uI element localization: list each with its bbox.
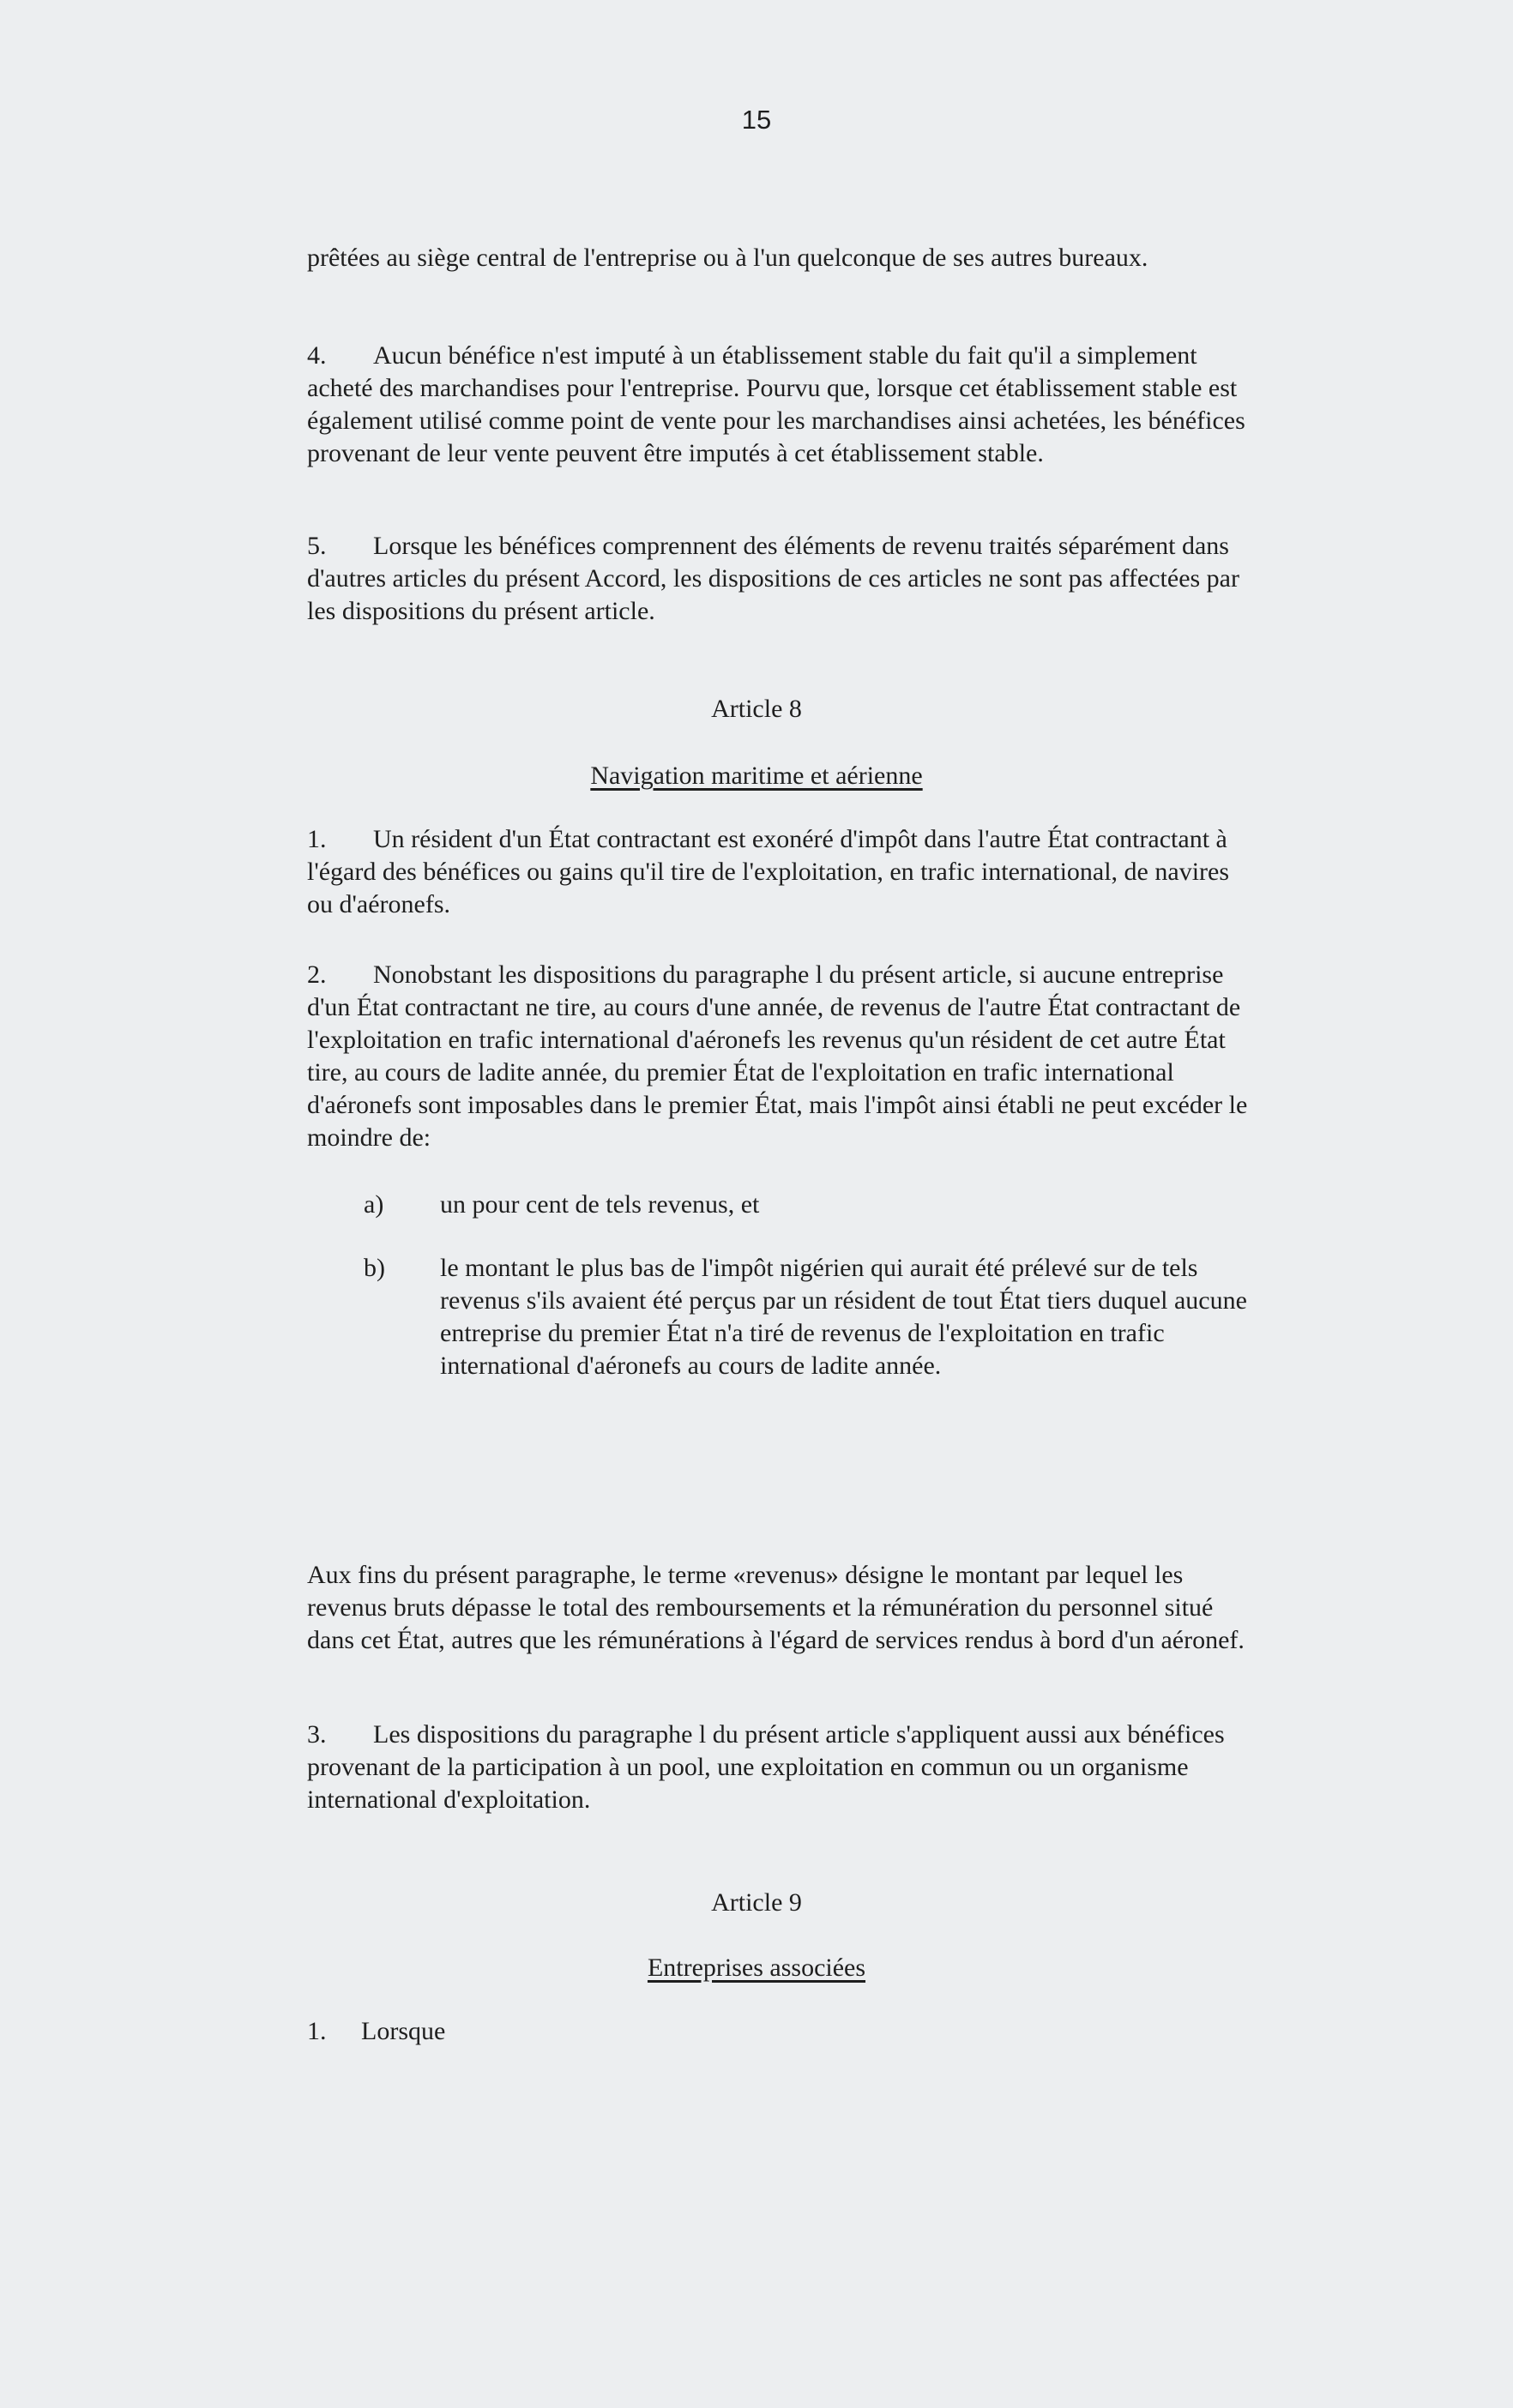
article-8-paragraph-1	[307, 823, 1251, 921]
article-8-paragraph-3-text: Les dispositions du paragraphe l du présent article s'appliquent aussi aux bénéfices provenant de la participation à un pool, une exploitation en commun ou un organisme international d'exploitation.	[307, 1720, 1225, 1814]
article-8-paragraph-1-number: 1.	[307, 825, 327, 853]
article-8-paragraph-1-text: Un résident d'un État contractant est exonéré d'impôt dans l'autre État contractant à l'égard des bénéfices ou gains qu'il tire de l'exploitation, en trafic international, de navires ou d'aéronefs.	[307, 825, 1230, 918]
article-9-heading: Article 9	[711, 1888, 802, 1917]
item-a-label: a)	[364, 1190, 384, 1219]
paragraph-5	[307, 530, 1251, 628]
continued-paragraph: prêtées au siège central de l'entreprise ou à l'un quelconque de ses autres bureaux.	[307, 244, 1148, 272]
article-8-paragraph-3	[307, 1719, 1251, 1816]
article-8-paragraph-3-number: 3.	[307, 1720, 327, 1749]
item-b-text: le montant le plus bas de l'impôt nigérien qui aurait été prélevé sur de tels revenus s'ils avaient été perçus par un résident de tout État tiers duquel aucune entreprise du premier État n'a tiré de revenus de l'exploitation en trafic international d'aéronefs au cours de ladite année.	[440, 1254, 1247, 1380]
article-9-paragraph-1-number: 1.	[307, 2017, 327, 2045]
item-a-text: un pour cent de tels revenus, et	[440, 1190, 760, 1219]
article-9-title-wrap	[0, 1952, 1513, 1984]
paragraph-4-number: 4.	[307, 341, 327, 370]
article-8-title-wrap	[0, 760, 1513, 792]
item-b-label: b)	[364, 1254, 385, 1282]
paragraph-4-text: Aucun bénéfice n'est imputé à un établissement stable du fait qu'il a simplement acheté des marchandises pour l'entreprise. Pourvu que, lorsque cet établissement stable est également utilisé comme point de vente pour les marchandises ainsi achetées, les bénéfices provenant de leur vente peuvent être imputés à cet établissement stable.	[307, 341, 1245, 467]
article-9-paragraph-1	[307, 2015, 1251, 2048]
article-9-title: Entreprises associées	[647, 1953, 866, 1982]
article-8-paragraph-2	[307, 959, 1251, 1154]
article-9-paragraph-1-text: Lorsque	[361, 2017, 446, 2045]
article-8-heading: Article 8	[711, 695, 802, 723]
paragraph-5-text: Lorsque les bénéfices comprennent des éléments de revenu traités séparément dans d'autres articles du présent Accord, les dispositions de ces articles ne sont pas affectées par les dispositions du présent article.	[307, 532, 1239, 625]
paragraph-5-number: 5.	[307, 532, 327, 560]
article-8-title: Navigation maritime et aérienne	[590, 762, 923, 790]
article-8-paragraph-2-text: Nonobstant les dispositions du paragraphe l du présent article, si aucune entreprise d'un État contractant ne tire, au cours d'une année, de revenus de l'autre État contractant de l'exploitation en trafic international d'aéronefs les revenus qu'un résident de cet autre État tire, au cours de ladite année, du premier État de l'exploitation en trafic international d'aéronefs sont imposables dans le premier État, mais l'impôt ainsi établi ne peut excéder le moindre de:	[307, 960, 1248, 1152]
paragraph-4	[307, 340, 1251, 470]
article-8-paragraph-2-number: 2.	[307, 960, 327, 989]
page-number: 15	[741, 105, 772, 135]
definition-paragraph: Aux fins du présent paragraphe, le terme «revenus» désigne le montant par lequel les revenus bruts dépasse le total des remboursements et la rémunération du personnel situé dans cet État, autres que les rémunérations à l'égard de services rendus à bord d'un aéronef.	[307, 1561, 1245, 1654]
